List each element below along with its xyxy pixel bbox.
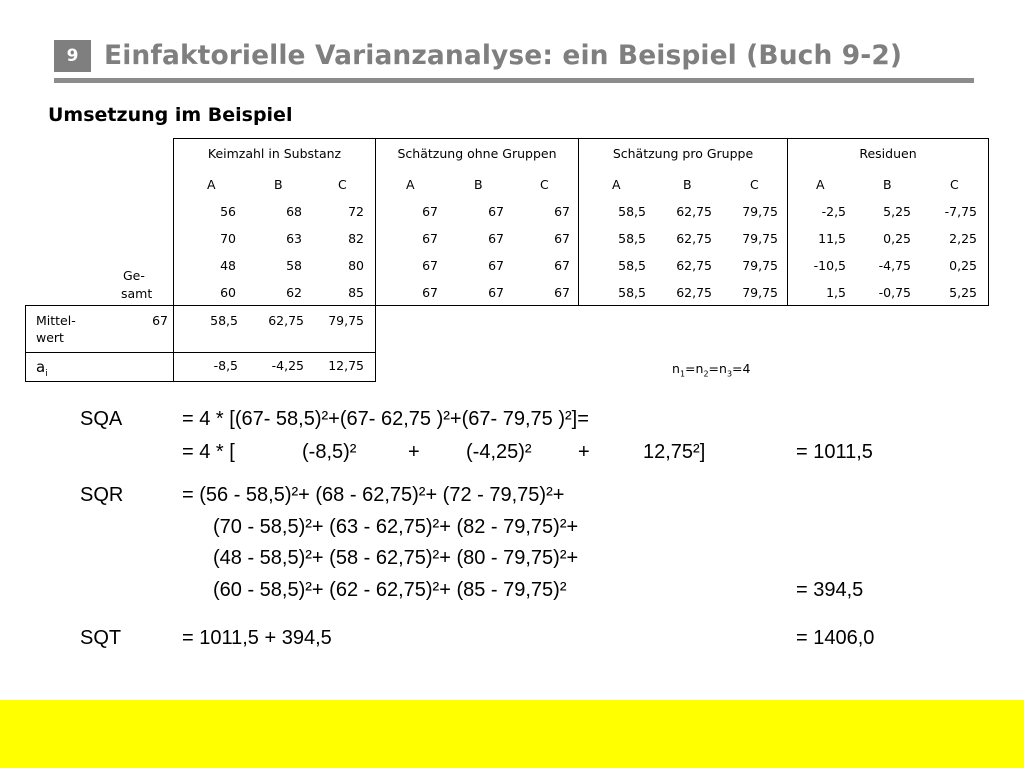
table-cell: 0,25 (883, 231, 911, 246)
table-cell: 67 (554, 258, 570, 273)
sqr-result: = 394,5 (796, 579, 864, 601)
table-cell: 11,5 (818, 231, 846, 246)
sqr-label: SQR (80, 484, 124, 506)
table-column-divider (173, 138, 174, 382)
table-cell: 5,25 (883, 204, 911, 219)
table-cell: 67 (554, 231, 570, 246)
table-cell: 62,75 (676, 204, 712, 219)
mean-b: 62,75 (268, 313, 304, 328)
table-cell: 58,5 (618, 285, 646, 300)
col-header-b: B (474, 177, 483, 192)
sqa-formula-line1: = 4 * [(67- 58,5)²+(67- 62,75 )²+(67- 79,75 )²]= (182, 408, 589, 430)
table-cell: -7,75 (944, 204, 977, 219)
table-cell: 67 (554, 285, 570, 300)
table-cell: 79,75 (742, 258, 778, 273)
table-right-border (988, 138, 989, 306)
sqa-plus-1: + (408, 441, 420, 463)
mittelwert-label-line2: wert (36, 330, 64, 345)
col-header-c: C (750, 177, 759, 192)
table-cell: 62,75 (676, 258, 712, 273)
col-header-c: C (540, 177, 549, 192)
sqt-formula: = 1011,5 + 394,5 (182, 627, 332, 649)
table-cell: 63 (286, 231, 302, 246)
table-cell: 56 (220, 204, 236, 219)
table-cell: 85 (348, 285, 364, 300)
header-schaetzung-pro-gruppe: Schätzung pro Gruppe (612, 146, 754, 161)
table-cell: 72 (348, 204, 364, 219)
header-schaetzung-ohne-gruppen: Schätzung ohne Gruppen (397, 146, 557, 161)
table-cell: 58,5 (618, 258, 646, 273)
sqt-result: = 1406,0 (796, 627, 875, 649)
table-cell: 68 (286, 204, 302, 219)
table-cell: 60 (220, 285, 236, 300)
sqa-label: SQA (80, 408, 123, 430)
sqr-formula-line2: (70 - 58,5)²+ (63 - 62,75)²+ (82 - 79,75)²+ (213, 516, 579, 538)
table-cell: 1,5 (826, 285, 846, 300)
table-top-border (173, 138, 989, 139)
table-cell: 70 (220, 231, 236, 246)
section-subtitle: Umsetzung im Beispiel (48, 104, 293, 126)
table-cell: -2,5 (821, 204, 846, 219)
table-cell: 80 (348, 258, 364, 273)
slide-title: Einfaktorielle Varianzanalyse: ein Beispiel (Buch 9-2) (104, 40, 903, 71)
sqr-formula-line1: = (56 - 58,5)²+ (68 - 62,75)²+ (72 - 79,75)²+ (182, 484, 565, 506)
table-column-divider (787, 138, 788, 306)
table-left-border (25, 305, 26, 382)
sqt-label: SQT (80, 627, 122, 649)
gesamt-label-line1: Ge- (123, 268, 145, 283)
table-cell: 82 (348, 231, 364, 246)
table-column-divider (578, 138, 579, 306)
table-cell: 58 (286, 258, 302, 273)
gesamt-mean: 67 (152, 313, 168, 328)
sqr-formula-line4: (60 - 58,5)²+ (62 - 62,75)²+ (85 - 79,75)² (213, 579, 567, 601)
table-cell: 67 (488, 258, 504, 273)
sample-size-note: $n_1=n_2=n_3=4$ (672, 361, 751, 379)
table-cell: -10,5 (813, 258, 846, 273)
ai-b: -4,25 (271, 358, 304, 373)
header-residuen: Residuen (859, 146, 917, 161)
table-column-divider (375, 138, 376, 382)
table-cell: 79,75 (742, 231, 778, 246)
table-cell: 0,25 (949, 258, 977, 273)
header-keimzahl: Keimzahl in Substanz (207, 146, 342, 161)
sqa-plus-2: + (578, 441, 590, 463)
table-cell: 48 (220, 258, 236, 273)
table-cell: 79,75 (742, 285, 778, 300)
table-cell: -4,75 (878, 258, 911, 273)
slide-number-badge: 9 (54, 40, 91, 72)
table-cell: 67 (488, 231, 504, 246)
table-cell: 79,75 (742, 204, 778, 219)
table-cell: 58,5 (618, 204, 646, 219)
table-cell: 67 (488, 204, 504, 219)
mean-a: 58,5 (210, 313, 238, 328)
table-row-divider (25, 352, 376, 353)
ai-a: -8,5 (213, 358, 238, 373)
col-header-c: C (338, 177, 347, 192)
table-cell: 62,75 (676, 285, 712, 300)
ai-c: 12,75 (328, 358, 364, 373)
table-cell: 5,25 (949, 285, 977, 300)
sqa-term-3: 12,75²] (643, 441, 706, 463)
table-cell: 67 (422, 204, 438, 219)
table-cell: 67 (554, 204, 570, 219)
mittelwert-label-line1: Mittel- (36, 313, 76, 328)
table-cell: 58,5 (618, 231, 646, 246)
col-header-a: A (612, 177, 621, 192)
table-cell: 62,75 (676, 231, 712, 246)
table-cell: 2,25 (949, 231, 977, 246)
col-header-b: B (683, 177, 692, 192)
table-cell: 67 (422, 285, 438, 300)
table-cell: -0,75 (878, 285, 911, 300)
sqa-term-1: (-8,5)² (302, 441, 357, 463)
sqa-result: = 1011,5 (796, 441, 873, 463)
col-header-a: A (406, 177, 415, 192)
sqa-formula-line2-prefix: = 4 * [ (182, 441, 235, 463)
sqa-term-2: (-4,25)² (466, 441, 532, 463)
sqr-formula-line3: (48 - 58,5)²+ (58 - 62,75)²+ (80 - 79,75)²+ (213, 547, 579, 569)
table-cell: 62 (286, 285, 302, 300)
col-header-b: B (883, 177, 892, 192)
table-cell: 67 (488, 285, 504, 300)
mean-c: 79,75 (328, 313, 364, 328)
col-header-b: B (274, 177, 283, 192)
table-row-divider (25, 305, 989, 306)
table-cell: 67 (422, 258, 438, 273)
col-header-c: C (950, 177, 959, 192)
col-header-a: A (816, 177, 825, 192)
footer-bar (0, 700, 1024, 768)
col-header-a: A (207, 177, 216, 192)
table-cell: 67 (422, 231, 438, 246)
gesamt-label-line2: samt (121, 286, 153, 301)
ai-label: $a_i$ (36, 358, 48, 379)
table-bottom-border (25, 381, 376, 382)
